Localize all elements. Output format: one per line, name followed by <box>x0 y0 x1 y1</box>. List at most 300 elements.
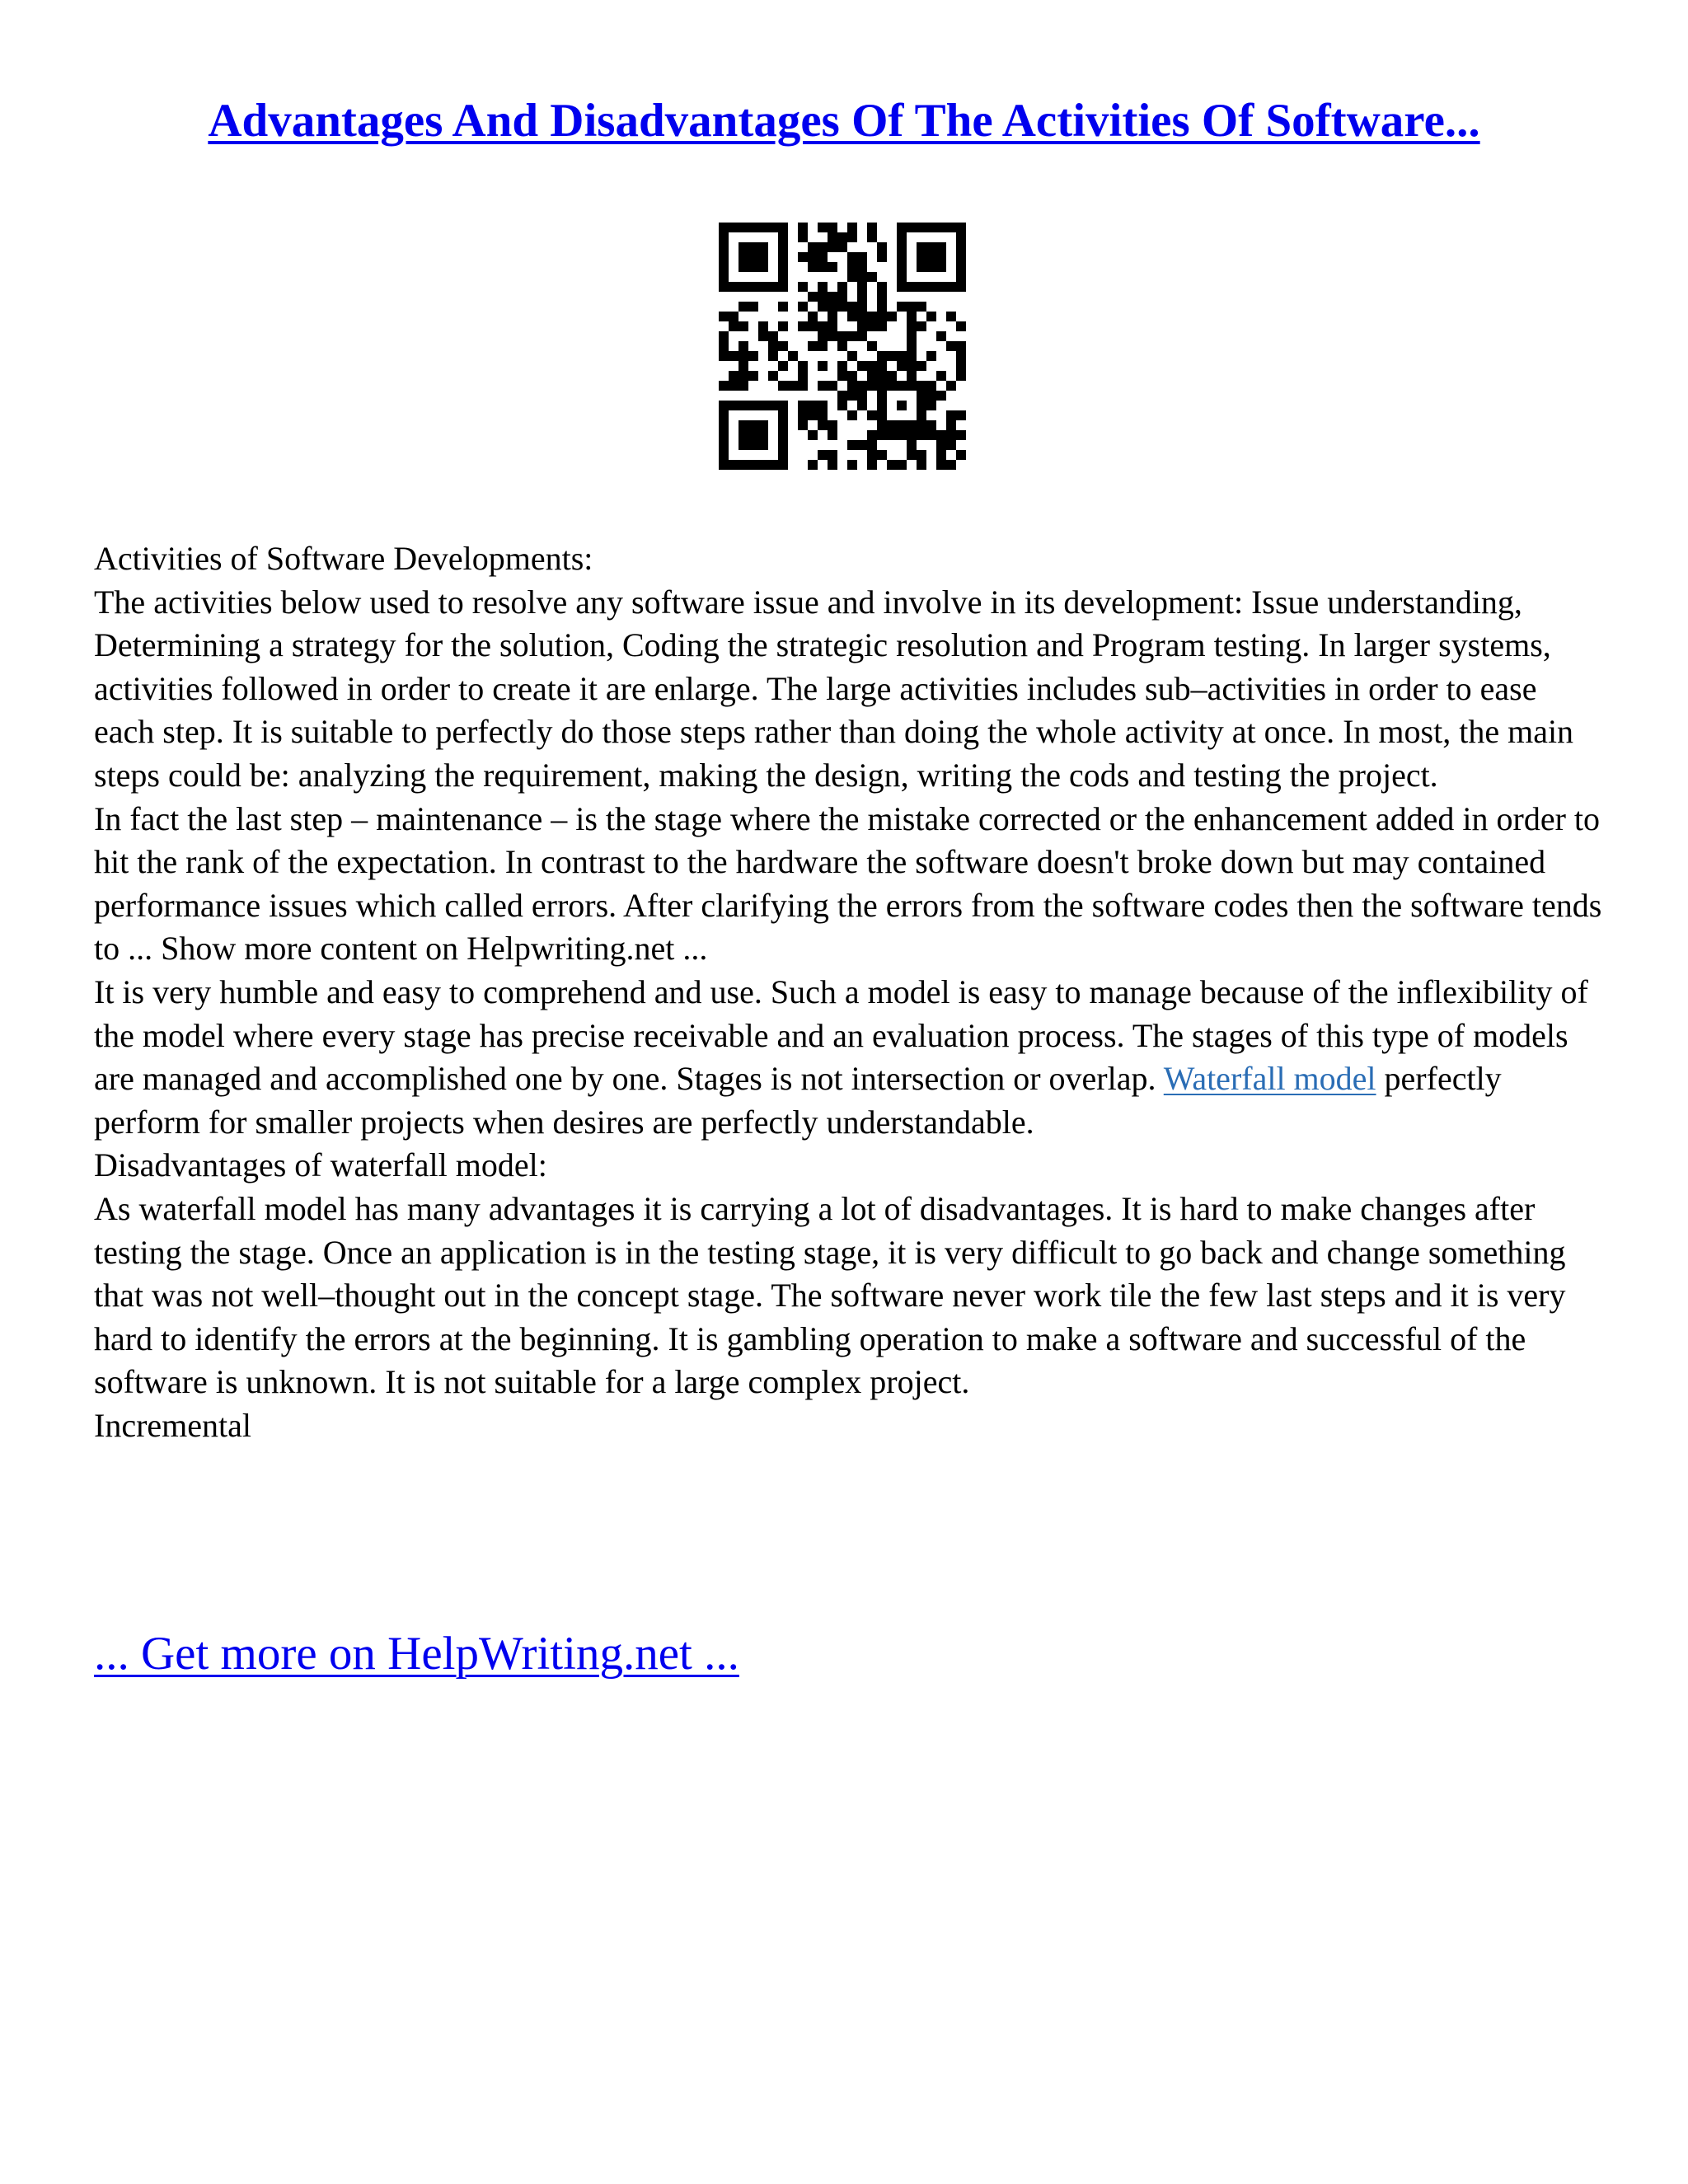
qr-module <box>837 401 847 410</box>
qr-module <box>926 420 936 430</box>
qr-module <box>867 321 877 331</box>
qr-module <box>847 331 857 341</box>
qr-module <box>877 391 887 401</box>
qr-module <box>758 223 768 232</box>
qr-module <box>887 430 897 440</box>
paragraph-heading-disadvantages: Disadvantages of waterfall model: <box>94 1146 547 1184</box>
qr-module <box>887 460 897 470</box>
qr-module <box>778 272 788 282</box>
qr-module <box>857 321 867 331</box>
qr-module <box>719 272 729 282</box>
qr-module <box>946 312 956 321</box>
qr-module <box>729 312 738 321</box>
qr-module <box>877 410 887 420</box>
qr-module <box>936 391 946 401</box>
qr-module <box>768 223 778 232</box>
qr-module <box>877 302 887 312</box>
qr-module <box>956 223 966 232</box>
qr-module <box>867 223 877 232</box>
qr-module <box>917 361 926 371</box>
qr-module <box>778 361 788 371</box>
qr-module <box>837 331 847 341</box>
qr-module <box>847 312 857 321</box>
qr-module <box>748 401 758 410</box>
qr-module <box>877 420 887 430</box>
qr-module <box>808 292 818 302</box>
qr-module <box>738 440 748 450</box>
qr-module <box>719 223 729 232</box>
qr-module <box>818 381 828 391</box>
qr-module <box>936 440 946 450</box>
qr-module <box>907 381 917 391</box>
qr-module <box>877 361 887 371</box>
qr-module <box>936 282 946 292</box>
qr-module <box>946 440 956 450</box>
qr-module <box>877 381 887 391</box>
qr-module <box>867 232 877 242</box>
qr-module <box>907 430 917 440</box>
qr-module <box>946 341 956 351</box>
qr-module <box>788 381 798 391</box>
qr-module <box>877 292 887 302</box>
qr-module <box>778 410 788 420</box>
qr-module <box>897 242 907 252</box>
qr-module <box>917 282 926 292</box>
qr-module <box>837 391 847 401</box>
qr-module <box>798 410 808 420</box>
qr-module <box>956 272 966 282</box>
qr-module <box>897 381 907 391</box>
qr-module <box>956 242 966 252</box>
paragraph-heading-activities: Activities of Software Developments: <box>94 540 593 577</box>
qr-module <box>719 450 729 460</box>
qr-module <box>907 312 917 321</box>
qr-module <box>837 361 847 371</box>
qr-module <box>907 351 917 361</box>
qr-module <box>768 401 778 410</box>
qr-module <box>768 351 778 361</box>
qr-module <box>917 410 926 420</box>
qr-module <box>907 440 917 450</box>
qr-module <box>738 430 748 440</box>
qr-module <box>917 450 926 460</box>
qr-module <box>917 321 926 331</box>
qr-module <box>907 223 917 232</box>
qr-module <box>907 361 917 371</box>
qr-module <box>867 272 877 282</box>
qr-module <box>828 232 837 242</box>
qr-module <box>867 450 877 460</box>
qr-module <box>828 381 837 391</box>
qr-module <box>897 460 907 470</box>
qr-module <box>857 282 867 292</box>
qr-module <box>778 450 788 460</box>
qr-module <box>877 321 887 331</box>
qr-module <box>768 371 778 381</box>
qr-module <box>758 440 768 450</box>
qr-module <box>738 252 748 262</box>
qr-module <box>956 232 966 242</box>
qr-module <box>738 242 748 252</box>
qr-module <box>719 232 729 242</box>
qr-module <box>936 223 946 232</box>
qr-module <box>936 242 946 252</box>
qr-module <box>818 361 828 371</box>
qr-module <box>798 371 808 381</box>
qr-module <box>798 252 808 262</box>
qr-module <box>847 391 857 401</box>
qr-module <box>729 381 738 391</box>
paragraph-incremental: Incremental <box>94 1406 251 1444</box>
qr-module <box>828 430 837 440</box>
qr-module <box>946 282 956 292</box>
qr-module <box>857 391 867 401</box>
qr-module <box>748 242 758 252</box>
paragraph-activities: The activities below used to resolve any software issue and involve in its development: Issue understanding, Determining a strategy for the solution, Coding the strategic resolution and Program testing. In larger systems, activities followed in order to create it are enlarge. The large activities includes sub–activities in order to ease each step. It is suitable to perfectly do those steps rather than doing the whole activity at once. In most, the main steps could be: analyzing the requirement, making the design, writing the cods and testing the project. <box>94 583 1574 794</box>
qr-module <box>729 282 738 292</box>
qr-module <box>867 361 877 371</box>
qr-module <box>738 302 748 312</box>
qr-module <box>897 252 907 262</box>
qr-module <box>748 430 758 440</box>
qr-module <box>828 262 837 272</box>
qr-module <box>828 312 837 321</box>
qr-module <box>758 430 768 440</box>
qr-module <box>897 302 907 312</box>
qr-module <box>818 302 828 312</box>
qr-module <box>926 430 936 440</box>
qr-module <box>778 460 788 470</box>
qr-module <box>847 232 857 242</box>
qr-module <box>729 223 738 232</box>
qr-module <box>748 282 758 292</box>
qr-module <box>818 282 828 292</box>
paragraph-waterfall-advantages <box>94 971 1602 1144</box>
qr-module <box>758 262 768 272</box>
qr-module <box>837 292 847 302</box>
qr-module <box>808 430 818 440</box>
qr-module <box>758 331 768 341</box>
qr-module <box>917 262 926 272</box>
qr-module <box>897 401 907 410</box>
qr-module <box>719 430 729 440</box>
qr-module <box>857 252 867 262</box>
qr-module <box>758 420 768 430</box>
qr-module <box>798 420 808 430</box>
qr-module <box>719 401 729 410</box>
qr-module <box>926 262 936 272</box>
qr-module <box>926 391 936 401</box>
qr-module <box>808 460 818 470</box>
qr-module <box>857 312 867 321</box>
qr-module <box>917 223 926 232</box>
qr-module <box>877 252 887 262</box>
qr-module <box>956 450 966 460</box>
document-title-link[interactable]: Advantages And Disadvantages Of The Activities Of Software... <box>208 95 1480 147</box>
qr-module <box>719 242 729 252</box>
qr-module <box>926 312 936 321</box>
qr-module <box>936 331 946 341</box>
qr-module <box>828 420 837 430</box>
qr-module <box>828 331 837 341</box>
qr-module <box>887 312 897 321</box>
qr-module <box>738 321 748 331</box>
qr-module <box>907 420 917 430</box>
qr-module <box>719 351 729 361</box>
qr-module <box>818 420 828 430</box>
qr-module <box>847 302 857 312</box>
qr-module <box>867 341 877 351</box>
qr-module <box>956 361 966 371</box>
qr-module <box>748 302 758 312</box>
qr-module <box>818 252 828 262</box>
qr-module <box>738 262 748 272</box>
qr-module <box>738 371 748 381</box>
qr-code-graphic <box>719 223 966 470</box>
qr-module <box>748 351 758 361</box>
qr-module <box>748 460 758 470</box>
qr-module <box>828 302 837 312</box>
qr-module <box>818 450 828 460</box>
qr-module <box>818 262 828 272</box>
qr-module <box>877 351 887 361</box>
qr-module <box>847 371 857 381</box>
qr-module <box>828 321 837 331</box>
qr-module <box>867 312 877 321</box>
qr-module <box>867 381 877 391</box>
qr-module <box>828 460 837 470</box>
qr-module <box>857 262 867 272</box>
qr-module <box>748 262 758 272</box>
qr-module <box>818 331 828 341</box>
qr-module <box>867 410 877 420</box>
qr-module <box>837 371 847 381</box>
qr-module <box>936 262 946 272</box>
qr-module <box>758 321 768 331</box>
qr-module <box>818 223 828 232</box>
qr-module <box>729 401 738 410</box>
qr-module <box>798 223 808 232</box>
qr-module <box>956 282 966 292</box>
qr-module <box>956 351 966 361</box>
qr-module <box>946 223 956 232</box>
qr-module <box>847 381 857 391</box>
qr-module <box>877 242 887 252</box>
qr-module <box>818 341 828 351</box>
qr-module <box>857 401 867 410</box>
waterfall-model-link[interactable]: Waterfall model <box>1163 1060 1376 1098</box>
qr-module <box>926 351 936 361</box>
qr-module <box>926 282 936 292</box>
get-more-link[interactable]: ... Get more on HelpWriting.net ... <box>94 1628 739 1680</box>
qr-module <box>857 361 867 371</box>
qr-module <box>778 282 788 292</box>
qr-module <box>897 420 907 430</box>
qr-module <box>738 341 748 351</box>
qr-module <box>946 460 956 470</box>
qr-module <box>917 381 926 391</box>
qr-module <box>798 232 808 242</box>
qr-module <box>808 341 818 351</box>
qr-module <box>956 262 966 272</box>
qr-module <box>837 242 847 252</box>
qr-module <box>778 341 788 351</box>
paragraph-disadvantages: As waterfall model has many advantages it is carrying a lot of disadvantages. It is hard to make changes after testing the stage. Once an application is in the testing stage, it is very difficult to go back and change something that was not well–thought out in the concept stage. The software never work tile the few last steps and it is very hard to identify the errors at the beginning. It is gambling operation to make a software and successful of the software is unknown. It is not suitable for a large complex project. <box>94 1189 1566 1401</box>
qr-module <box>877 450 887 460</box>
article-body <box>94 537 1602 1447</box>
qr-module <box>857 381 867 391</box>
qr-module <box>897 223 907 232</box>
qr-module <box>808 312 818 321</box>
qr-module <box>768 460 778 470</box>
qr-module <box>897 262 907 272</box>
qr-module <box>847 262 857 272</box>
qr-module <box>917 391 926 401</box>
qr-module <box>917 430 926 440</box>
qr-module <box>719 381 729 391</box>
qr-module <box>748 371 758 381</box>
qr-module <box>857 331 867 341</box>
qr-module <box>877 371 887 381</box>
qr-module <box>729 371 738 381</box>
qr-module <box>926 223 936 232</box>
qr-module <box>837 232 847 242</box>
qr-module <box>946 381 956 391</box>
qr-module <box>788 351 798 361</box>
qr-module <box>867 430 877 440</box>
qr-module <box>887 351 897 361</box>
qr-module <box>818 410 828 420</box>
qr-module <box>946 430 956 440</box>
qr-module <box>768 341 778 351</box>
qr-module <box>956 410 966 420</box>
qr-module <box>768 282 778 292</box>
qr-module <box>778 420 788 430</box>
qr-module <box>758 242 768 252</box>
paragraph-maintenance: In fact the last step – maintenance – is the stage where the mistake corrected or the enhancement added in order to hit the rank of the expectation. In contrast to the hardware the software doesn't broke down but may contained performance issues which called errors. After clarifying the errors from the software codes then the software tends to ... Show more content on Helpwriting.net ... <box>94 799 1602 968</box>
qr-module <box>778 302 788 312</box>
qr-module <box>719 252 729 262</box>
qr-module <box>719 262 729 272</box>
qr-module <box>877 282 887 292</box>
qr-module <box>917 302 926 312</box>
qr-module <box>926 381 936 391</box>
qr-module <box>956 321 966 331</box>
paragraph-waterfall-text-after: perfectly perform for smaller projects when desires are perfectly understandable. <box>94 1060 1502 1141</box>
qr-module <box>946 420 956 430</box>
qr-module <box>917 460 926 470</box>
qr-module <box>917 420 926 430</box>
qr-module <box>828 292 837 302</box>
qr-module <box>877 430 887 440</box>
qr-module <box>936 460 946 470</box>
qr-module <box>926 401 936 410</box>
qr-module <box>798 381 808 391</box>
qr-module <box>748 223 758 232</box>
qr-module <box>778 321 788 331</box>
qr-module <box>738 282 748 292</box>
qr-module <box>729 460 738 470</box>
qr-module <box>778 252 788 262</box>
qr-module <box>926 242 936 252</box>
qr-module <box>729 351 738 361</box>
qr-module <box>857 292 867 302</box>
qr-module <box>857 440 867 450</box>
qr-module <box>808 401 818 410</box>
qr-module <box>956 341 966 351</box>
qr-module <box>897 272 907 282</box>
qr-module <box>719 341 729 351</box>
qr-module <box>798 401 808 410</box>
qr-module <box>907 341 917 351</box>
qr-module <box>897 361 907 371</box>
qr-module <box>956 252 966 262</box>
qr-module <box>867 371 877 381</box>
qr-module <box>738 223 748 232</box>
qr-module <box>828 450 837 460</box>
qr-module <box>907 331 917 341</box>
qr-module <box>748 252 758 262</box>
qr-module <box>738 401 748 410</box>
qr-module <box>887 371 897 381</box>
qr-module <box>936 371 946 381</box>
qr-module <box>907 321 917 331</box>
qr-module <box>748 420 758 430</box>
qr-code-icon <box>719 223 966 470</box>
qr-module <box>778 232 788 242</box>
qr-module <box>837 341 847 351</box>
qr-module <box>936 430 946 440</box>
title-container <box>0 92 1688 150</box>
paragraph-waterfall-text-before: It is very humble and easy to comprehend and use. Such a model is easy to manage because of the inflexibility of the model where every stage has precise receivable and an evaluation process. The stages of this type of models are managed and accomplished one by one. Stages is not intersection or overlap. <box>94 972 1588 1098</box>
qr-module <box>719 410 729 420</box>
qr-module <box>897 282 907 292</box>
qr-module <box>917 401 926 410</box>
qr-module <box>956 371 966 381</box>
qr-module <box>798 302 808 312</box>
qr-module <box>936 252 946 262</box>
qr-module <box>847 252 857 262</box>
qr-module <box>738 361 748 371</box>
qr-module <box>946 410 956 420</box>
qr-module <box>719 420 729 430</box>
qr-module <box>778 262 788 272</box>
qr-module <box>857 302 867 312</box>
qr-module <box>719 440 729 450</box>
qr-module <box>778 401 788 410</box>
qr-module <box>847 440 857 450</box>
qr-module <box>907 371 917 381</box>
qr-module <box>778 430 788 440</box>
qr-module <box>778 381 788 391</box>
qr-module <box>897 430 907 440</box>
qr-module <box>818 401 828 410</box>
qr-module <box>808 252 818 262</box>
qr-module <box>847 351 857 361</box>
qr-module <box>729 321 738 331</box>
qr-module <box>956 430 966 440</box>
qr-module <box>936 450 946 460</box>
qr-module <box>818 321 828 331</box>
qr-module <box>719 312 729 321</box>
qr-module <box>907 450 917 460</box>
qr-module <box>748 440 758 450</box>
qr-module <box>847 223 857 232</box>
qr-module <box>897 351 907 361</box>
qr-module <box>837 282 847 292</box>
qr-module <box>768 331 778 341</box>
qr-module <box>738 420 748 430</box>
